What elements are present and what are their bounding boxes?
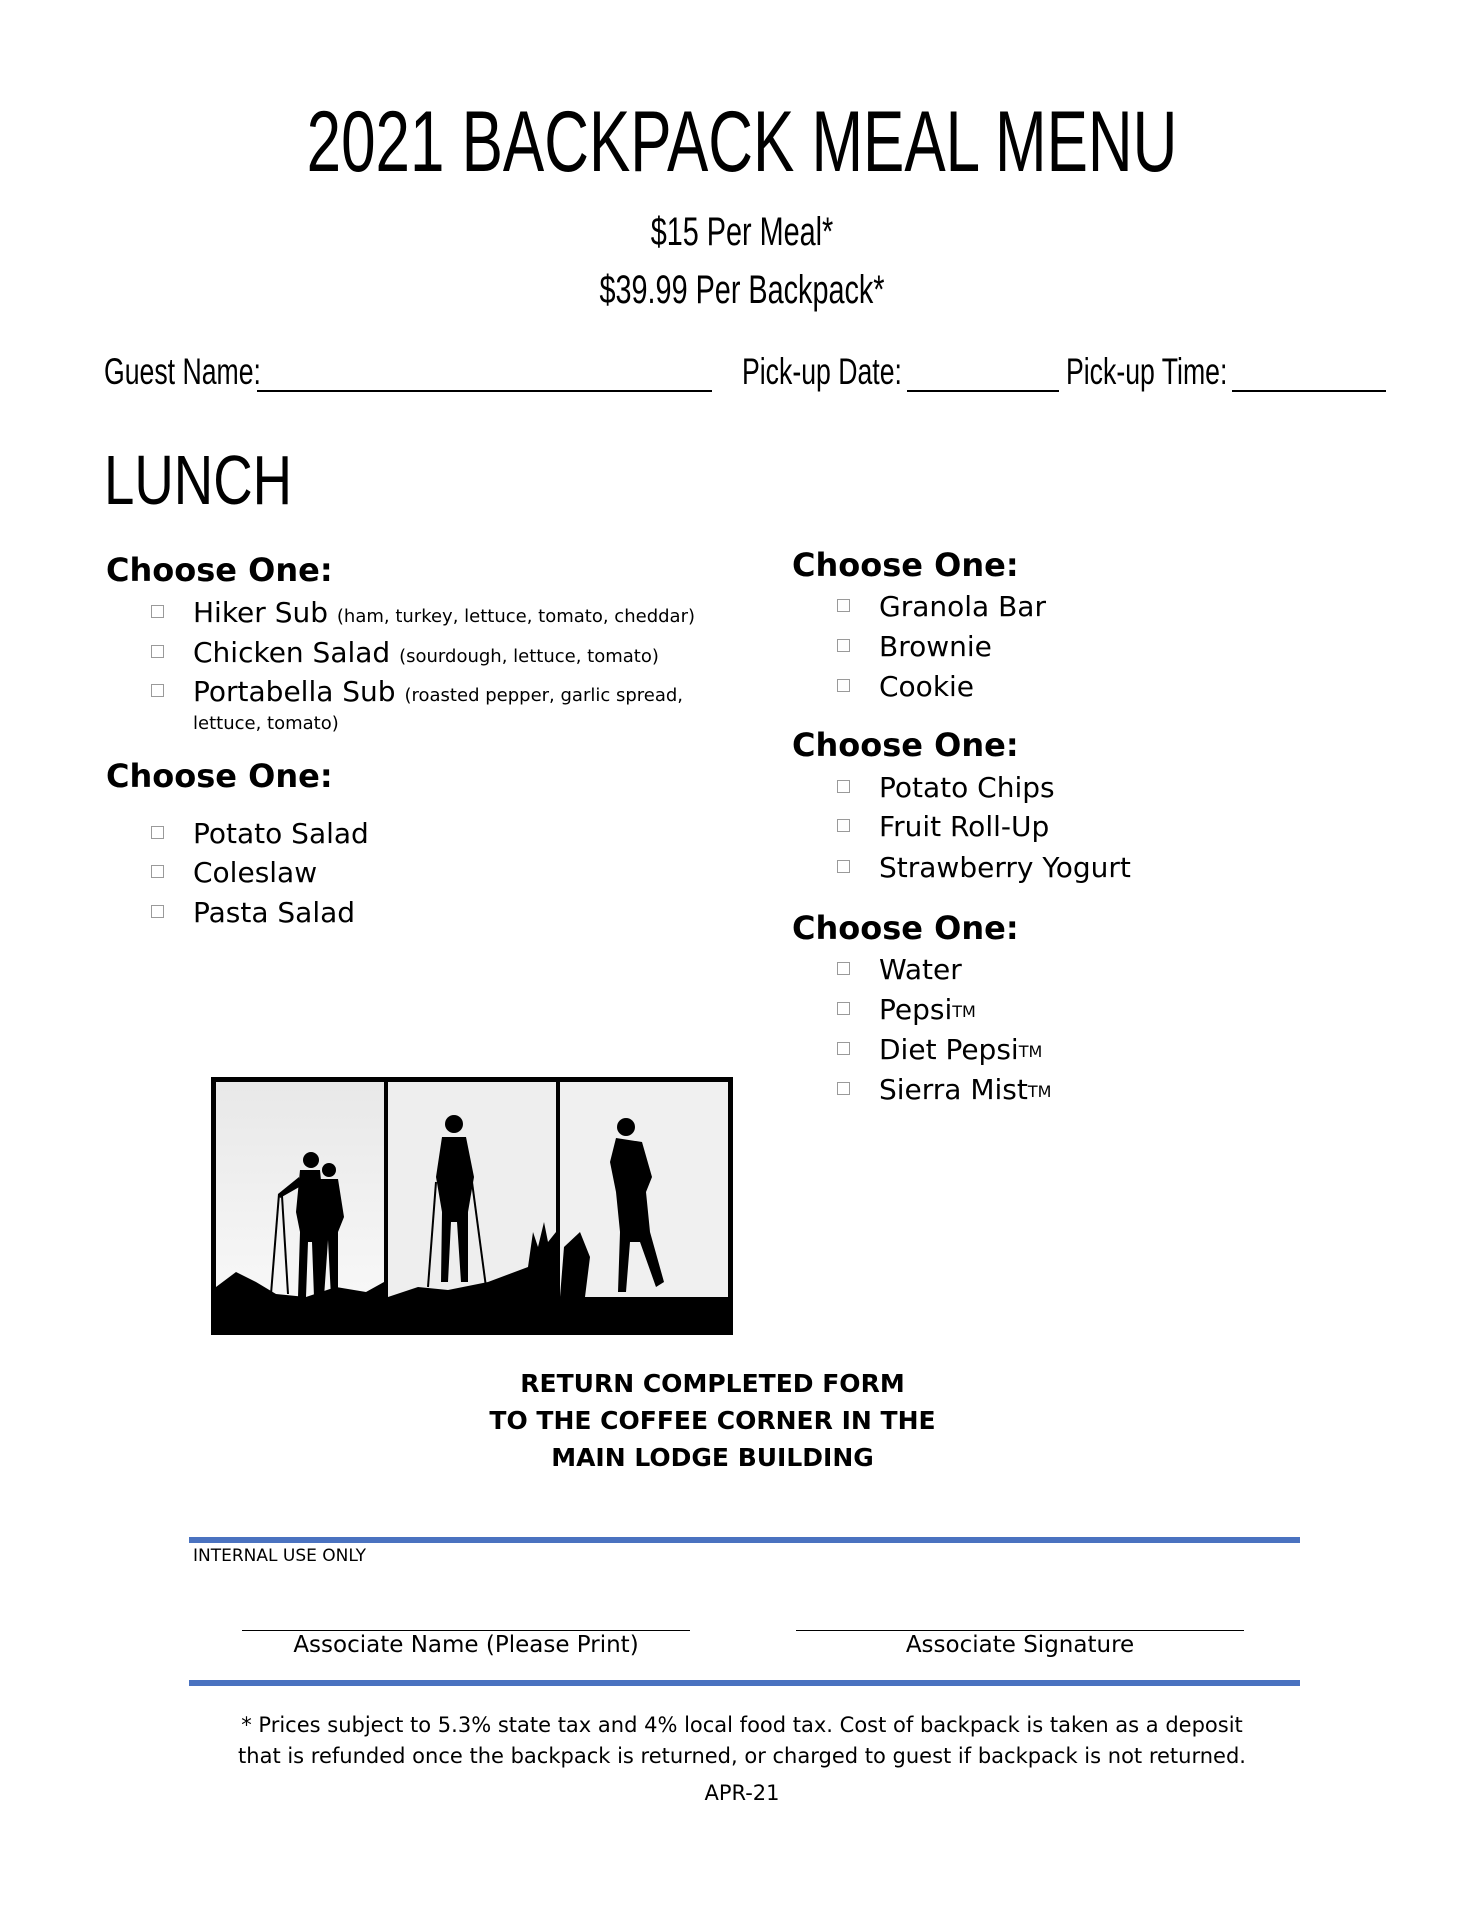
- item-note: (ham, turkey, lettuce, tomato, cheddar): [336, 606, 695, 627]
- empty-checkbox-icon[interactable]: [837, 599, 850, 612]
- return-notice-line: MAIN LODGE BUILDING: [551, 1443, 874, 1472]
- item-note: (roasted pepper, garlic spread,: [404, 685, 684, 706]
- disclaimer-line: * Prices subject to 5.3% state tax and 4% local food tax. Cost of backpack is taken as a deposit: [241, 1713, 1243, 1737]
- section-divider: [189, 1537, 1300, 1543]
- empty-checkbox-icon[interactable]: [151, 905, 164, 918]
- empty-checkbox-icon[interactable]: [151, 865, 164, 878]
- item-name: Granola Bar: [879, 590, 1046, 623]
- hiker-silhouette-photo: [211, 1077, 733, 1335]
- photo-panel: [216, 1082, 384, 1330]
- item-name: Portabella Sub: [193, 675, 396, 708]
- item-name: Strawberry Yogurt: [879, 851, 1131, 884]
- pickup-date-field[interactable]: [907, 390, 1059, 392]
- empty-checkbox-icon[interactable]: [837, 1002, 850, 1015]
- trademark-mark: TM: [1018, 1042, 1043, 1061]
- pickup-time-label: Pick-up Time:: [1066, 351, 1228, 392]
- trademark-mark: TM: [952, 1002, 976, 1021]
- associate-name-label: Associate Name (Please Print): [293, 1632, 639, 1658]
- price-per-backpack: $39.99 Per Backpack*: [599, 268, 885, 312]
- price-per-meal: $15 Per Meal*: [650, 210, 834, 254]
- page-title: 2021 BACKPACK MEAL MENU: [306, 94, 1178, 190]
- empty-checkbox-icon[interactable]: [837, 639, 850, 652]
- item-name: Sierra Mist: [879, 1073, 1028, 1106]
- empty-checkbox-icon[interactable]: [837, 679, 850, 692]
- pickup-date-label: Pick-up Date:: [742, 351, 902, 392]
- return-notice-line: TO THE COFFEE CORNER IN THE: [489, 1406, 936, 1435]
- choose-heading-sandwich: Choose One:: [106, 551, 333, 589]
- associate-name-field[interactable]: [242, 1630, 690, 1631]
- item-name: Water: [879, 953, 962, 986]
- item-name: Fruit Roll-Up: [879, 810, 1050, 843]
- empty-checkbox-icon[interactable]: [837, 819, 850, 832]
- empty-checkbox-icon[interactable]: [151, 645, 164, 658]
- choose-heading-drink: Choose One:: [792, 909, 1019, 947]
- guest-name-field[interactable]: [257, 390, 712, 392]
- item-name: Coleslaw: [193, 856, 318, 889]
- empty-checkbox-icon[interactable]: [837, 780, 850, 793]
- photo-panel: [560, 1082, 728, 1330]
- empty-checkbox-icon[interactable]: [837, 860, 850, 873]
- disclaimer: [0, 1710, 1484, 1772]
- photo-panel: [388, 1082, 556, 1330]
- associate-signature-label: Associate Signature: [905, 1632, 1135, 1658]
- trademark-mark: TM: [1027, 1082, 1052, 1101]
- section-divider: [189, 1680, 1300, 1686]
- empty-checkbox-icon[interactable]: [837, 1082, 850, 1095]
- item-name: Cookie: [879, 670, 975, 703]
- disclaimer-line: that is refunded once the backpack is returned, or charged to guest if backpack is not returned.: [238, 1744, 1246, 1768]
- item-name: Brownie: [879, 630, 992, 663]
- section-title-lunch: LUNCH: [104, 441, 293, 519]
- pickup-time-field[interactable]: [1232, 390, 1386, 392]
- choose-heading-dessert: Choose One:: [792, 546, 1019, 584]
- item-name: Pasta Salad: [193, 896, 356, 929]
- item-note: (sourdough, lettuce, tomato): [399, 646, 659, 667]
- item-note-continued: lettuce, tomato): [193, 713, 339, 734]
- item-name: Chicken Salad: [193, 636, 391, 669]
- item-name: Potato Chips: [879, 771, 1055, 804]
- internal-use-label: INTERNAL USE ONLY: [193, 1546, 366, 1566]
- associate-signature-field[interactable]: [796, 1630, 1244, 1631]
- empty-checkbox-icon[interactable]: [837, 1042, 850, 1055]
- return-notice: [0, 1365, 1425, 1476]
- empty-checkbox-icon[interactable]: [151, 684, 164, 697]
- item-name: Hiker Sub: [193, 596, 328, 629]
- item-name: Diet Pepsi: [879, 1033, 1019, 1066]
- guest-name-label: Guest Name:: [104, 351, 261, 392]
- form-code: APR-21: [704, 1781, 780, 1805]
- choose-heading-snack: Choose One:: [792, 726, 1019, 764]
- return-notice-line: RETURN COMPLETED FORM: [520, 1369, 905, 1398]
- choose-heading-side: Choose One:: [106, 757, 333, 795]
- item-name: Potato Salad: [193, 817, 369, 850]
- empty-checkbox-icon[interactable]: [837, 962, 850, 975]
- empty-checkbox-icon[interactable]: [151, 826, 164, 839]
- empty-checkbox-icon[interactable]: [151, 605, 164, 618]
- item-name: Pepsi: [879, 993, 953, 1026]
